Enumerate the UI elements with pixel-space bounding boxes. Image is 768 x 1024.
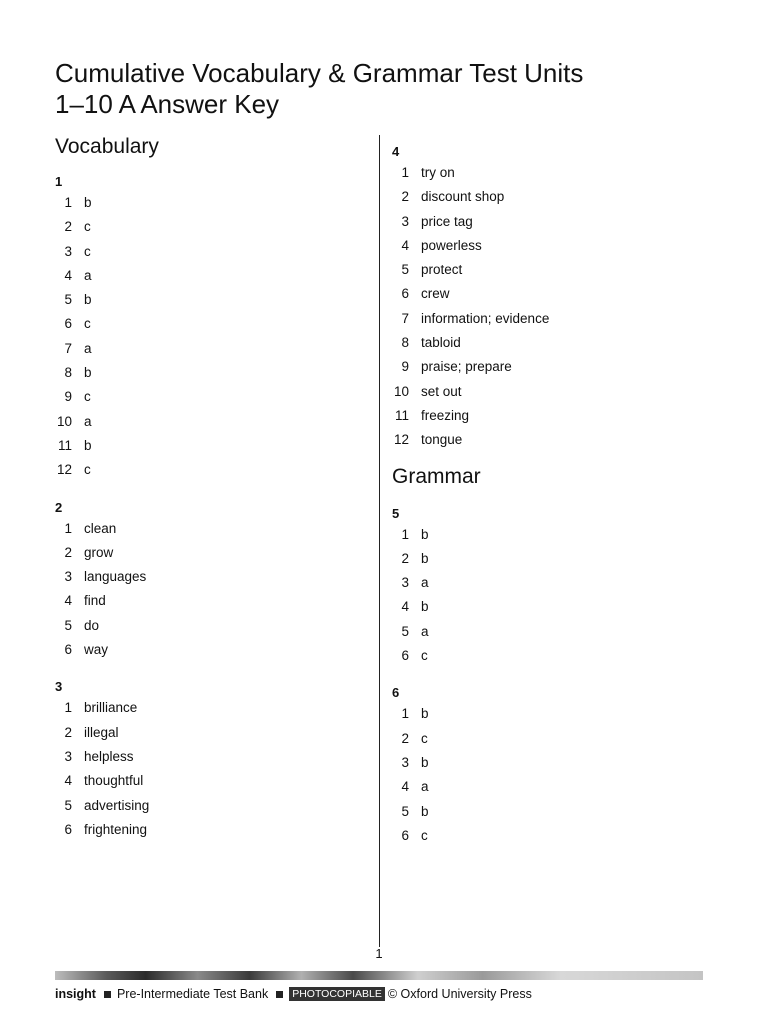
- exercise-block: [392, 143, 712, 453]
- right-exercises-bottom: [392, 505, 712, 849]
- footer: [55, 985, 715, 1003]
- answer-text: b: [421, 754, 429, 770]
- answer-row: [392, 307, 712, 331]
- answer-text: discount shop: [421, 189, 505, 205]
- answer-text: frightening: [84, 821, 148, 837]
- answer-number: 5: [64, 292, 72, 308]
- answer-number: 9: [401, 359, 409, 375]
- answer-row: [55, 410, 355, 434]
- answer-number: 8: [64, 365, 72, 381]
- answer-row: [392, 547, 712, 571]
- answer-number: 10: [56, 413, 72, 429]
- answer-text: b: [84, 365, 92, 381]
- exercise-number: 1: [55, 174, 63, 189]
- answer-number: 9: [64, 389, 72, 405]
- grammar-heading: Grammar: [392, 464, 481, 488]
- answer-number: 2: [64, 544, 72, 560]
- answer-row: [392, 775, 712, 799]
- answer-text: way: [84, 642, 109, 658]
- answer-row: [392, 258, 712, 282]
- answer-row: [55, 638, 355, 662]
- answer-text: crew: [421, 286, 450, 302]
- answer-text: c: [84, 316, 91, 332]
- answer-row: [55, 337, 355, 361]
- answer-text: b: [421, 550, 429, 566]
- answer-row: [392, 185, 712, 209]
- left-exercises: [55, 173, 355, 842]
- answer-row: [392, 210, 712, 234]
- answer-row: [392, 380, 712, 404]
- answer-row: [392, 355, 712, 379]
- answer-text: b: [84, 292, 92, 308]
- answer-text: thoughtful: [84, 773, 144, 789]
- answer-row: [392, 751, 712, 775]
- answer-text: freezing: [421, 407, 470, 423]
- answer-text: a: [84, 267, 92, 283]
- answer-row: [55, 589, 355, 613]
- answer-row: [55, 288, 355, 312]
- answer-text: b: [421, 599, 429, 615]
- answer-number: 4: [401, 237, 409, 253]
- exercise-number: 2: [55, 499, 63, 515]
- exercise-number: 5: [392, 505, 400, 521]
- answer-number: 2: [64, 219, 72, 235]
- title-line-2: 1–10 A Answer Key: [55, 89, 280, 119]
- answer-text: praise; prepare: [421, 359, 512, 375]
- answer-number: 12: [393, 432, 409, 448]
- answer-row: [392, 800, 712, 824]
- answer-row: [392, 702, 712, 726]
- answer-number: 3: [64, 569, 72, 585]
- vocabulary-heading: Vocabulary: [55, 135, 159, 158]
- footer-product: Pre-Intermediate Test Bank: [116, 987, 269, 1001]
- answer-row: [55, 458, 355, 482]
- square-bullet-icon: [276, 991, 283, 998]
- answer-row: [392, 523, 712, 547]
- answer-number: 1: [64, 700, 72, 716]
- answer-text: information; evidence: [421, 310, 550, 326]
- answer-row: [55, 215, 355, 239]
- answer-number: 1: [64, 520, 72, 536]
- left-column: [55, 133, 355, 858]
- answer-number: 3: [401, 213, 409, 229]
- answer-number: 3: [64, 748, 72, 764]
- answer-text: c: [84, 219, 91, 235]
- answer-row: [55, 517, 355, 541]
- answer-number: 8: [401, 335, 409, 351]
- footer-photo-strip: [55, 971, 703, 980]
- answer-row: [55, 794, 355, 818]
- answer-number: 2: [401, 730, 409, 746]
- answer-text: b: [421, 706, 429, 722]
- answer-number: 7: [401, 310, 409, 326]
- exercise-block: [392, 505, 712, 669]
- answer-number: 5: [64, 617, 72, 633]
- answer-text: advertising: [84, 797, 150, 813]
- answer-list: [392, 523, 712, 669]
- answer-number: 5: [401, 803, 409, 819]
- square-bullet-icon: [104, 991, 111, 998]
- answer-row: [55, 191, 355, 215]
- answer-text: tabloid: [421, 335, 461, 351]
- answer-row: [55, 385, 355, 409]
- answer-row: [55, 721, 355, 745]
- answer-text: price tag: [421, 213, 473, 229]
- answer-number: 11: [394, 407, 409, 423]
- answer-row: [55, 361, 355, 385]
- answer-number: 3: [401, 575, 409, 591]
- answer-text: tongue: [421, 432, 463, 448]
- answer-row: [392, 620, 712, 644]
- exercise-number: 4: [392, 144, 400, 159]
- answer-number: 3: [401, 754, 409, 770]
- footer-copyright: © Oxford University Press: [387, 987, 532, 1001]
- answer-number: 6: [64, 316, 72, 332]
- answer-text: powerless: [421, 237, 482, 253]
- answer-number: 6: [64, 821, 72, 837]
- answer-row: [55, 541, 355, 565]
- answer-row: [392, 404, 712, 428]
- answer-text: brilliance: [84, 700, 138, 716]
- exercise-block: [55, 173, 355, 483]
- exercise-number: 3: [55, 679, 63, 695]
- answer-number: 3: [64, 243, 72, 259]
- answer-number: 6: [401, 648, 409, 664]
- answer-number: 5: [64, 797, 72, 813]
- answer-number: 1: [401, 526, 409, 542]
- answer-text: c: [421, 730, 428, 746]
- answer-list: [55, 191, 355, 483]
- answer-text: find: [84, 593, 106, 609]
- answer-number: 4: [401, 779, 409, 795]
- answer-text: do: [84, 617, 100, 633]
- answer-number: 2: [64, 724, 72, 740]
- column-divider: [379, 135, 380, 947]
- answer-row: [392, 727, 712, 751]
- answer-row: [55, 745, 355, 769]
- answer-text: b: [84, 437, 92, 453]
- answer-text: try on: [421, 165, 455, 180]
- exercise-number: 6: [392, 685, 400, 701]
- answer-text: a: [421, 575, 429, 591]
- answer-row: [392, 161, 712, 185]
- answer-text: languages: [84, 569, 147, 585]
- answer-number: 4: [64, 773, 72, 789]
- answer-row: [55, 818, 355, 842]
- answer-text: c: [84, 243, 91, 259]
- answer-text: a: [84, 340, 92, 356]
- answer-text: illegal: [84, 724, 119, 740]
- answer-number: 1: [401, 706, 409, 722]
- answer-text: c: [84, 462, 91, 478]
- answer-number: 7: [64, 340, 72, 356]
- answer-text: a: [421, 779, 429, 795]
- title-line-1: Cumulative Vocabulary & Grammar Test Units: [55, 58, 584, 88]
- answer-number: 1: [401, 165, 409, 180]
- answer-row: [392, 428, 712, 452]
- answer-number: 4: [401, 599, 409, 615]
- answer-row: [55, 696, 355, 720]
- footer-brand: insight: [55, 987, 96, 1001]
- answer-number: 6: [64, 642, 72, 658]
- answer-text: b: [421, 803, 429, 819]
- answer-text: a: [84, 413, 92, 429]
- answer-text: set out: [421, 383, 462, 399]
- answer-row: [55, 312, 355, 336]
- answer-row: [55, 769, 355, 793]
- answer-list: [55, 696, 355, 842]
- answer-text: b: [84, 195, 92, 210]
- answer-row: [392, 824, 712, 848]
- exercise-block: [392, 684, 712, 848]
- exercise-block: [55, 499, 355, 663]
- answer-number: 1: [64, 195, 72, 210]
- answer-row: [392, 571, 712, 595]
- answer-text: protect: [421, 262, 463, 278]
- answer-number: 5: [401, 262, 409, 278]
- answer-text: grow: [84, 544, 114, 560]
- answer-text: b: [421, 526, 429, 542]
- answer-text: c: [84, 389, 91, 405]
- right-column: [392, 143, 712, 864]
- answer-number: 2: [401, 550, 409, 566]
- answer-list: [55, 517, 355, 663]
- answer-number: 4: [64, 593, 72, 609]
- answer-row: [392, 644, 712, 668]
- answer-text: helpless: [84, 748, 134, 764]
- photocopiable-badge: PHOTOCOPIABLE: [289, 987, 385, 1001]
- answer-number: 2: [401, 189, 409, 205]
- answer-number: 5: [401, 623, 409, 639]
- answer-row: [55, 434, 355, 458]
- answer-number: 11: [57, 437, 72, 453]
- answer-row: [55, 614, 355, 638]
- answer-number: 10: [393, 383, 409, 399]
- answer-row: [392, 331, 712, 355]
- answer-number: 6: [401, 827, 409, 843]
- answer-number: 6: [401, 286, 409, 302]
- answer-text: clean: [84, 520, 117, 536]
- answer-list: [392, 702, 712, 848]
- answer-row: [55, 264, 355, 288]
- right-exercises-top: [392, 143, 712, 453]
- answer-text: a: [421, 623, 429, 639]
- answer-text: c: [421, 827, 428, 843]
- answer-number: 4: [64, 267, 72, 283]
- exercise-block: [55, 678, 355, 842]
- answer-row: [392, 595, 712, 619]
- answer-text: c: [421, 648, 428, 664]
- answer-row: [392, 234, 712, 258]
- answer-row: [55, 240, 355, 264]
- answer-number: 12: [56, 462, 72, 478]
- page-title: [55, 58, 735, 120]
- answer-list: [392, 161, 712, 453]
- answer-row: [392, 282, 712, 306]
- answer-row: [55, 565, 355, 589]
- page-number: 1: [375, 946, 383, 961]
